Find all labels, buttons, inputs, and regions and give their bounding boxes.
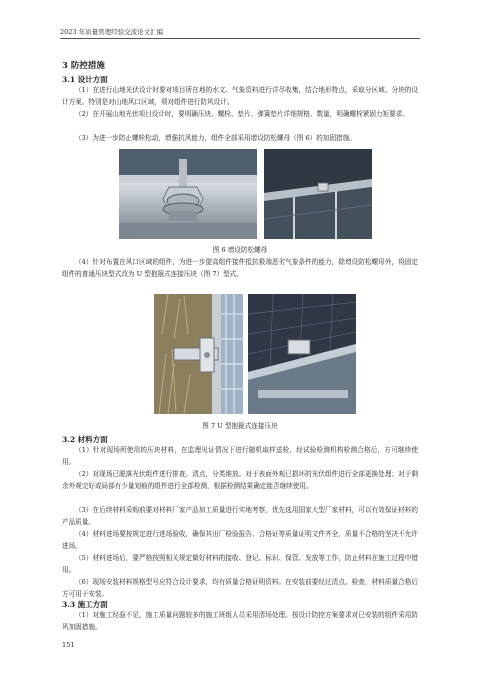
page-number: 151 — [62, 641, 75, 649]
figure-7-photo-clamp — [154, 294, 243, 414]
running-header: 2023 年质量管理经验交流论文汇编 — [60, 28, 164, 36]
header-rule — [60, 38, 420, 39]
paragraph: （2）对现场已脱落光伏组件进行排查、清点，分类堆放。对于表面外观已损坏的光伏组件进行全部更换处理；对于剩余外观完好或局部有少量划痕的组件进行全部检测，根据检测结果确定能否继续使用。 — [62, 470, 418, 490]
figure-7-photo-edge — [248, 294, 356, 414]
figure-7-caption: 图 7 U 型抱箍式连接压块 — [202, 422, 278, 430]
paragraph: （3）在后续材料采购前要对材料厂家产品加工质量进行实地考察，优先选用国家大型厂家材料，可以有效保证材料的产品质量。 — [62, 506, 418, 526]
paragraph: （3）为进一步防止螺栓松动，增强抗风能力，组件全部采用增设防松螺母（图 6）的加固措施。 — [75, 134, 356, 142]
paragraph: （4）针对布置在风口区域的组件，为进一步提高组件接件抵抗极端恶劣气象条件的能力，除增设防松螺母外，将固定组件的普通压块型式改为 U 型抱箍式连接压块（图 7）型式。 — [62, 258, 418, 278]
subsection-title-design: 3.1 设计方面 — [62, 75, 108, 84]
paragraph: （1）在进行山地光伏设计时要对项目所在地的水文、气象资料进行详尽收集，结合地形特点，采取分区域、分块的设计方案。特别是对山地风口区域，须对组件进行防风设计。 — [62, 86, 418, 106]
paragraph: （1）针对现场所使用的压块材料，在监理见证情况下进行随机取样送检，经试验检测机构检测合格后，方可继续使用。 — [62, 446, 418, 466]
paragraph: （4）材料进场要按规定进行进场验收，确保其出厂检验报告、合格证等质量证明文件齐全，质量不合格的坚决不允许进场。 — [62, 530, 418, 550]
subsection-title-materials: 3.2 材料方面 — [62, 435, 108, 444]
paragraph: （5）材料进场后，要严格按照相关规定做好材料的接收、登记、标识、保管、发放等工作，防止材料在施工过程中错用。 — [62, 554, 418, 574]
figure-6-photo-bolt — [119, 149, 257, 239]
paragraph: （2）在开展山地光伏项目设计时，要明确压块、螺栓、垫片、弹簧垫片详细规格、数量，明确螺栓紧固力矩要求。 — [75, 110, 409, 118]
figure-6-photo-module — [264, 149, 372, 239]
subsection-title-construction: 3.3 施工方面 — [62, 600, 108, 609]
paragraph: （1）对施工经验不足，施工质量问题较多的施工班组人员采用清场处理。按设计防控方案要求对已安装的组件采用防风加固措施。 — [62, 611, 418, 631]
section-title: 3 防控措施 — [62, 61, 105, 71]
paragraph: （6）现场安装材料规格型号应符合设计要求，均有质量合格证明资料。在安装前要经过清点、检查，材料质量合格后方可用于安装。 — [62, 578, 418, 598]
figure-6-caption: 图 6 增设防松螺母 — [212, 246, 268, 254]
